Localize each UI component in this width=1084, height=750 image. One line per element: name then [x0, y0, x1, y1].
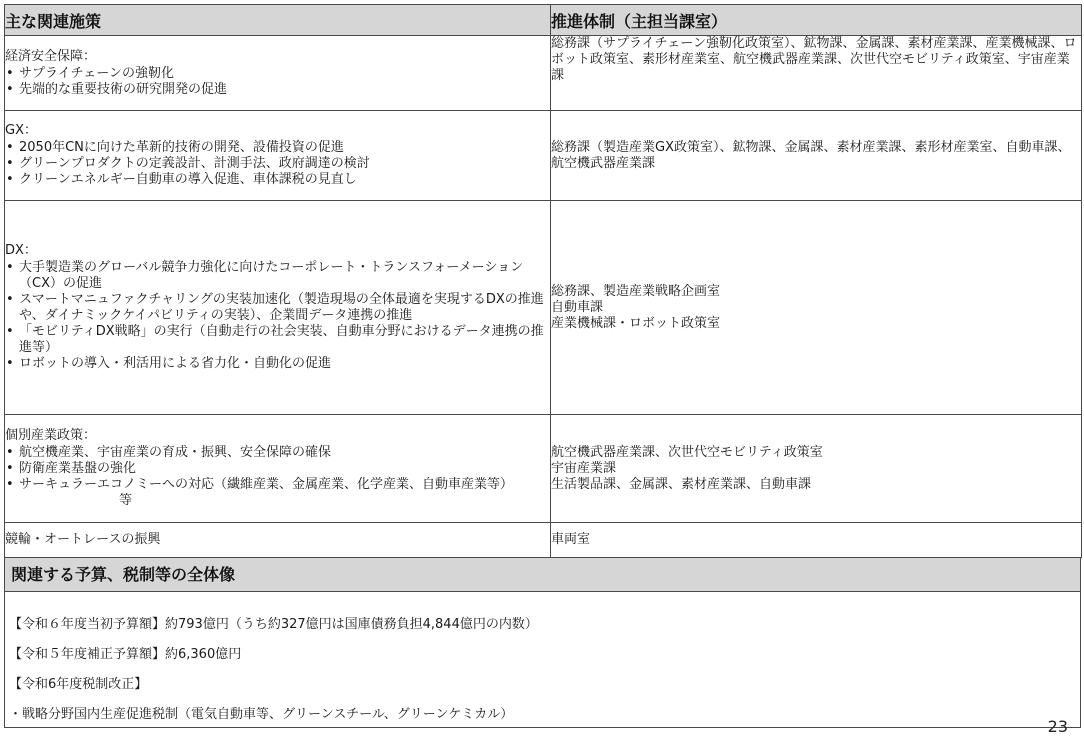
item-list: [5, 140, 550, 188]
header-policy: 主な関連施策: [5, 5, 551, 36]
page-number: 23: [1047, 717, 1068, 736]
policy-cell: [5, 415, 551, 523]
table-row: [5, 415, 1082, 523]
org-line: 生活製品課、金属課、素材産業課、自動車課: [551, 476, 812, 492]
policy-sheet: [4, 4, 1081, 728]
item-list: [5, 445, 550, 509]
list-item: • 航空機産業、宇宙産業の育成・振興、安全保障の確保: [5, 445, 550, 461]
table-row: [5, 111, 1082, 201]
table-row: [5, 201, 1082, 415]
category-label: DX：: [5, 243, 37, 258]
org-line: 総務課（製造産業GX政策室）、鉱物課、金属課、素材産業課、素形材産業室、自動車課、航空機武器産業課: [551, 139, 1071, 171]
policy-cell: [5, 201, 551, 415]
org-cell: [551, 111, 1082, 201]
table-row: [5, 36, 1082, 111]
org-line: 総務課、製造産業戦略企画室: [551, 283, 721, 299]
org-cell: [551, 201, 1082, 415]
table-row: [5, 523, 1082, 558]
header-org: 推進体制（主担当課室）: [551, 5, 1082, 36]
list-item-text: サーキュラーエコノミーへの対応（繊維産業、金属産業、化学産業、自動車産業等）: [19, 477, 514, 492]
etc-suffix: 等: [119, 493, 133, 508]
list-item: [5, 477, 550, 509]
org-line: 車両室: [551, 532, 591, 547]
policy-cell: [5, 36, 551, 111]
policy-cell: [5, 523, 551, 558]
header-row: [5, 5, 1082, 36]
list-item: • サプライチェーンの強靭化: [5, 66, 550, 82]
category-label: 経済安全保障：: [5, 48, 97, 64]
list-item: • 「モビリティDX戦略」の実行（自動走行の社会実装、自動車分野におけるデータ連携の推進等）: [5, 324, 550, 356]
org-line: 航空機武器産業課、次世代空モビリティ政策室: [551, 444, 823, 460]
budget-heading: 関連する予算、税制等の全体像: [4, 558, 1081, 592]
category-label: 個別産業政策：: [5, 428, 97, 443]
org-line: 産業機械課・ロボット政策室: [551, 315, 721, 331]
org-line: 自動車課: [551, 299, 604, 315]
list-item: • クリーンエネルギー自動車の導入促進、車体課税の見直し: [5, 172, 550, 188]
list-item: • スマートマニュファクチャリングの実装加速化（製造現場の全体最適を実現するDXの推進や、ダイナミックケイパビリティの実装）、企業間データ連携の推進: [5, 292, 550, 324]
policy-cell: [5, 111, 551, 201]
list-item: • 防衛産業基盤の強化: [5, 461, 550, 477]
org-cell: [551, 36, 1082, 111]
budget-line: 【令和５年度補正予算額】約6,360億円: [9, 647, 242, 662]
org-cell: [551, 415, 1082, 523]
category-label: GX：: [5, 123, 37, 138]
item-list: [5, 260, 550, 372]
policy-table: [4, 4, 1082, 558]
list-item: • グリーンプロダクトの定義設計、計測手法、政府調達の検討: [5, 156, 550, 172]
budget-section: [4, 592, 1081, 728]
item-list: [5, 66, 550, 98]
list-item: • ロボットの導入・利活用による省力化・自動化の促進: [5, 356, 550, 372]
budget-line: 【令和6年度税制改正】: [9, 677, 148, 692]
category-label: 競輪・オートレースの振興: [5, 532, 161, 547]
budget-line: ・戦略分野国内生産促進税制（電気自動車等、グリーンスチール、グリーンケミカル）: [9, 707, 514, 722]
org-line: 総務課（サプライチェーン強靭化政策室）、鉱物課、金属課、素材産業課、産業機械課、ロボット政策室、素形材産業室、航空機武器産業課、次世代空モビリティ政策室、宇宙産業課: [551, 36, 1077, 83]
org-line: 宇宙産業課: [551, 460, 617, 476]
org-cell: [551, 523, 1082, 558]
list-item: • 大手製造業のグローバル競争力強化に向けたコーポレート・トランスフォーメーション（CX）の促進: [5, 260, 550, 292]
list-item: • 2050年CNに向けた革新的技術の開発、設備投資の促進: [5, 140, 550, 156]
list-item: • 先端的な重要技術の研究開発の促進: [5, 82, 550, 98]
budget-line: 【令和６年度当初予算額】約793億円（うち約327億円は国庫債務負担4,844億円の内数）: [9, 617, 538, 632]
